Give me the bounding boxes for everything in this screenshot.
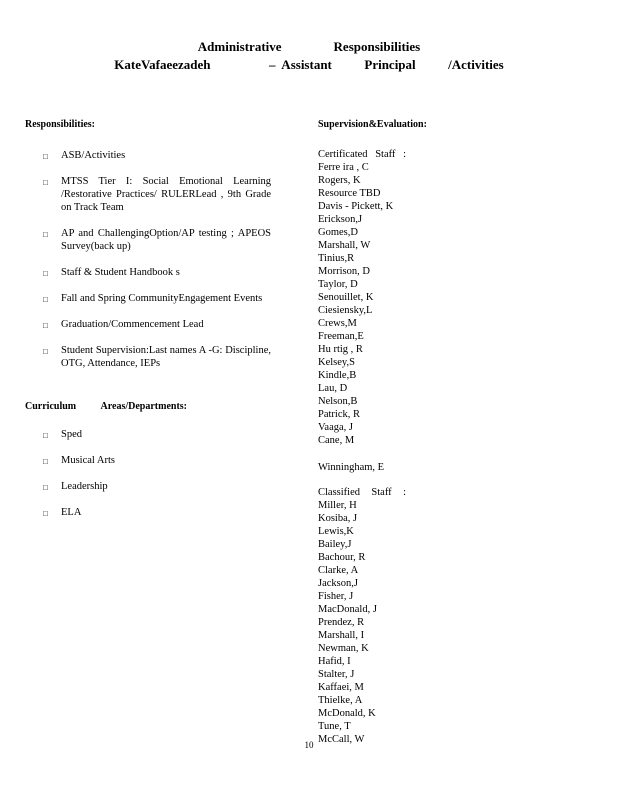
curriculum-list [25,428,290,519]
list-item: Kindle,B [318,370,357,381]
list-item: □ Staff & Student Handbook s [43,267,180,278]
responsibilities-list [25,149,290,370]
responsibilities-heading: Responsibilities: [25,119,96,130]
list-item: Prendez, R [318,617,365,628]
bullet-icon: □ [43,269,48,278]
list-item: Kosiba, J [318,513,358,524]
list-item: Resource TBD [318,188,381,199]
bullet-icon: □ [43,457,48,466]
list-item: Crews,M [318,318,357,329]
classified-staff-list [318,486,428,746]
list-item: □ Sped [43,429,82,440]
certificated-staff-list [318,148,428,447]
list-item: □ ASB/Activities [43,150,126,161]
supervision-heading: Supervision&Evaluation: [318,119,427,130]
list-item: MacDonald, J [318,604,377,615]
list-item: Rogers, K [318,175,361,186]
list-item: Thielke, A [318,695,363,706]
bullet-icon: □ [43,152,48,161]
list-item: Bachour, R [318,552,366,563]
list-item: Miller, H [318,500,357,511]
left-column [25,118,290,532]
list-item: Hafid, I [318,656,351,667]
list-item: Marshall, I [318,630,365,641]
title-line-1: Administrative Responsibilities [197,39,421,54]
bullet-icon: □ [43,509,48,518]
list-item: Cane, M [318,435,355,446]
right-column [318,118,428,756]
list-item: Ciesiensky,L [318,305,373,316]
list-item: □ Fall and Spring CommunityEngagement Events [43,293,263,304]
list-item: Hu rtig , R [318,344,363,355]
list-item: □ MTSS Tier I: Social Emotional Learning /Restorative Practices/ RULERLead , 9th Grade on Track Team [43,176,271,213]
winningham-entry [318,461,428,474]
list-item: Patrick, R [318,409,360,420]
bullet-icon: □ [43,230,48,239]
list-item: □ ELA [43,507,82,518]
list-item: Vaaga, J [318,422,353,433]
bullet-icon: □ [43,295,48,304]
list-item: Lewis,K [318,526,354,537]
list-item: Tune, T [318,721,351,732]
list-item: Kaffaei, M [318,682,364,693]
list-item: Freeman,E [318,331,364,342]
page-number: 10 [304,740,314,750]
bullet-icon: □ [43,483,48,492]
bullet-icon: □ [43,178,48,187]
list-item: Ferre ira , C [318,162,369,173]
list-item: □ AP and ChallengingOption/AP testing ; APEOS Survey(back up) [43,228,271,252]
list-item: Davis - Pickett, K [318,201,394,212]
list-item: Gomes,D [318,227,358,238]
list-item: McCall, W [318,734,365,745]
title-line-2: KateVafaeezadeh – Assistant Principal /Activities [114,57,504,72]
certificated-staff-label: Certificated Staff : [318,149,406,160]
bullet-icon: □ [43,431,48,440]
list-item: Senouillet, K [318,292,374,303]
list-item: Tinius,R [318,253,355,264]
list-item: Lau, D [318,383,348,394]
list-item: McDonald, K [318,708,376,719]
curriculum-heading: Curriculum Areas/Departments: [25,401,188,412]
list-item: Clarke, A [318,565,359,576]
list-item: Nelson,B [318,396,358,407]
list-item: Kelsey,S [318,357,355,368]
list-item: Winningham, E [318,462,385,473]
list-item: □ Student Supervision:Last names A -G: Discipline, OTG, Attendance, IEPs [43,345,271,369]
list-item: Morrison, D [318,266,370,277]
list-item: Newman, K [318,643,369,654]
list-item: Taylor, D [318,279,358,290]
list-item: Jackson,J [318,578,358,589]
list-item: Stalter, J [318,669,355,680]
bullet-icon: □ [43,321,48,330]
list-item: Marshall, W [318,240,371,251]
list-item: Bailey,J [318,539,352,550]
list-item: Fisher, J [318,591,354,602]
list-item: □ Graduation/Commencement Lead [43,319,204,330]
list-item: Erickson,J [318,214,363,225]
list-item: □ Musical Arts [43,455,115,466]
bullet-icon: □ [43,347,48,356]
classified-staff-label: Classified Staff : [318,487,406,498]
list-item: □ Leadership [43,481,108,492]
